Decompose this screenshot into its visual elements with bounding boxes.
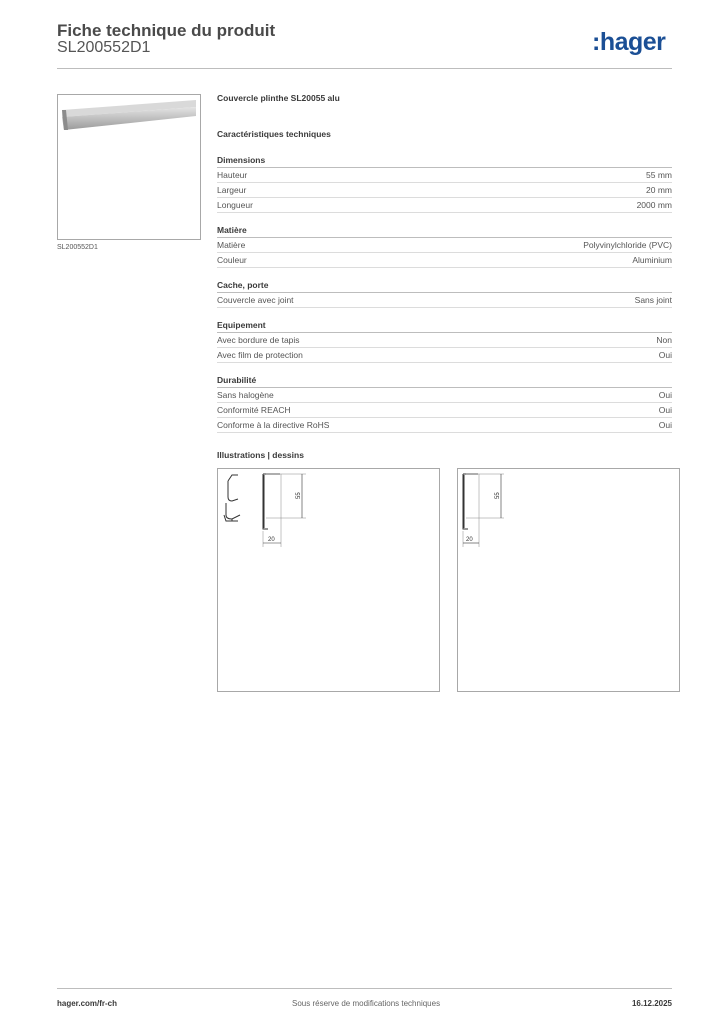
spec-row bbox=[217, 293, 672, 308]
illustrations-heading: Illustrations | dessins bbox=[217, 450, 304, 460]
header-divider bbox=[57, 68, 672, 69]
product-name: Couvercle plinthe SL20055 alu bbox=[217, 93, 340, 103]
spec-row bbox=[217, 198, 672, 213]
spec-row bbox=[217, 168, 672, 183]
spec-label: Matière bbox=[217, 240, 246, 250]
page-title: Fiche technique du produit bbox=[57, 21, 276, 40]
spec-label: Sans halogène bbox=[217, 390, 274, 400]
spec-label: Largeur bbox=[217, 185, 247, 195]
spec-row bbox=[217, 238, 672, 253]
spec-row bbox=[217, 183, 672, 198]
product-thumbnail bbox=[57, 94, 201, 240]
spec-value: Sans joint bbox=[634, 295, 672, 305]
drawing-panel-2 bbox=[457, 468, 680, 692]
spec-value: Oui bbox=[658, 350, 672, 360]
width-dimension-label: 20 bbox=[268, 537, 275, 543]
spec-label: Avec bordure de tapis bbox=[217, 335, 300, 345]
spec-row bbox=[217, 253, 672, 268]
spec-value: Polyvinylchloride (PVC) bbox=[583, 240, 672, 250]
spec-label: Longueur bbox=[217, 200, 253, 210]
spec-label: Conforme à la directive RoHS bbox=[217, 420, 330, 430]
tech-heading: Caractéristiques techniques bbox=[217, 129, 331, 139]
spec-content bbox=[217, 93, 672, 433]
height-dimension-label: 55 bbox=[296, 492, 302, 499]
spec-value: 2000 mm bbox=[636, 200, 672, 210]
section-title: Matière bbox=[217, 225, 672, 238]
baseboard-cover-image bbox=[58, 95, 200, 239]
section-title: Dimensions bbox=[217, 155, 672, 168]
product-code: SL200552D1 bbox=[57, 39, 151, 56]
spec-label: Couleur bbox=[217, 255, 247, 265]
section-material bbox=[217, 225, 672, 268]
spec-row bbox=[217, 403, 672, 418]
spec-label: Couvercle avec joint bbox=[217, 295, 294, 305]
section-durability bbox=[217, 375, 672, 433]
footer-website-link[interactable]: hager.com/fr-ch bbox=[57, 999, 118, 1008]
section-cover bbox=[217, 280, 672, 308]
section-title: Cache, porte bbox=[217, 280, 672, 293]
height-dimension-label: 55 bbox=[495, 492, 501, 499]
width-dimension-label: 20 bbox=[466, 537, 473, 543]
spec-label: Hauteur bbox=[217, 170, 248, 180]
spec-sections bbox=[217, 155, 672, 433]
section-equipment bbox=[217, 320, 672, 363]
section-title: Equipement bbox=[217, 320, 672, 333]
spec-row bbox=[217, 388, 672, 403]
spec-value: Non bbox=[656, 335, 672, 345]
spec-label: Avec film de protection bbox=[217, 350, 303, 360]
spec-row bbox=[217, 333, 672, 348]
spec-label: Conformité REACH bbox=[217, 405, 291, 415]
spec-row bbox=[217, 418, 672, 433]
cover-dimension-drawing bbox=[458, 469, 679, 691]
spec-value: 20 mm bbox=[646, 185, 672, 195]
section-title: Durabilité bbox=[217, 375, 672, 388]
footer-date: 16.12.2025 bbox=[631, 999, 672, 1008]
cover-profile-drawing bbox=[218, 469, 439, 691]
footer-divider bbox=[57, 988, 672, 989]
drawing-panel-1 bbox=[217, 468, 440, 692]
spec-row bbox=[217, 348, 672, 363]
spec-value: Aluminium bbox=[632, 255, 672, 265]
thumbnail-caption: SL200552D1 bbox=[57, 244, 98, 251]
spec-value: Oui bbox=[658, 420, 672, 430]
hager-logo[interactable]: :hager bbox=[592, 28, 666, 56]
spec-value: Oui bbox=[658, 390, 672, 400]
spec-value: Oui bbox=[658, 405, 672, 415]
section-dimensions bbox=[217, 155, 672, 213]
spec-value: 55 mm bbox=[646, 170, 672, 180]
footer-disclaimer: Sous réserve de modifications techniques bbox=[292, 999, 441, 1008]
